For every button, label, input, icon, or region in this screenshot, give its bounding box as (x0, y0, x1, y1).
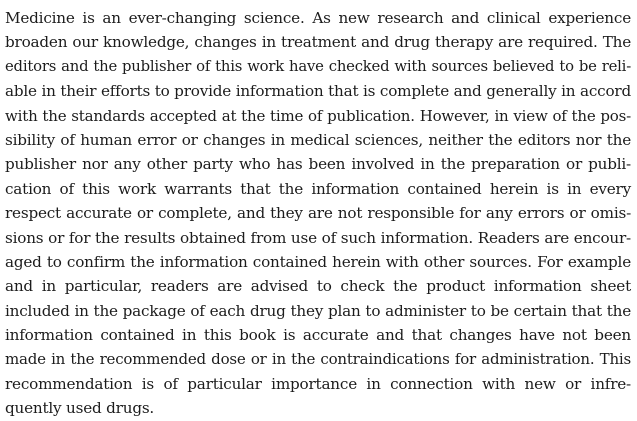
text-line: recommendation is of particular importance in connection with new or infre- (5, 374, 631, 393)
text-line: quently used drugs. (5, 399, 155, 418)
text-line: sibility of human error or changes in medical sciences, neither the editors nor the (5, 130, 631, 149)
text-line: aged to confirm the information contained herein with other sources. For example (5, 252, 631, 271)
text-line: cation of this work warrants that the information contained herein is in every (5, 179, 631, 198)
text-line: included in the package of each drug they plan to administer to be certain that the (5, 301, 631, 320)
text-line: made in the recommended dose or in the contraindications for administration. This (5, 350, 631, 369)
text-line: information contained in this book is accurate and that changes have not been (5, 326, 631, 345)
text-line: and in particular, readers are advised to check the product information sheet (5, 277, 631, 296)
text-line: broaden our knowledge, changes in treatment and drug therapy are required. The (5, 33, 631, 52)
text-line: respect accurate or complete, and they are not responsible for any errors or omis- (5, 204, 631, 223)
text-line: Medicine is an ever-changing science. As new research and clinical experience (5, 9, 631, 27)
text-line: with the standards accepted at the time of publication. However, in view of the pos- (5, 106, 631, 125)
text-line: able in their efforts to provide information that is complete and generally in accord (5, 82, 631, 101)
disclaimer-paragraph (5, 6, 631, 421)
text-line: publisher nor any other party who has been involved in the preparation or publi- (5, 155, 631, 174)
text-line: sions or for the results obtained from use of such information. Readers are encour- (5, 228, 631, 247)
text-line: editors and the publisher of this work have checked with sources believed to be reli- (5, 57, 631, 75)
